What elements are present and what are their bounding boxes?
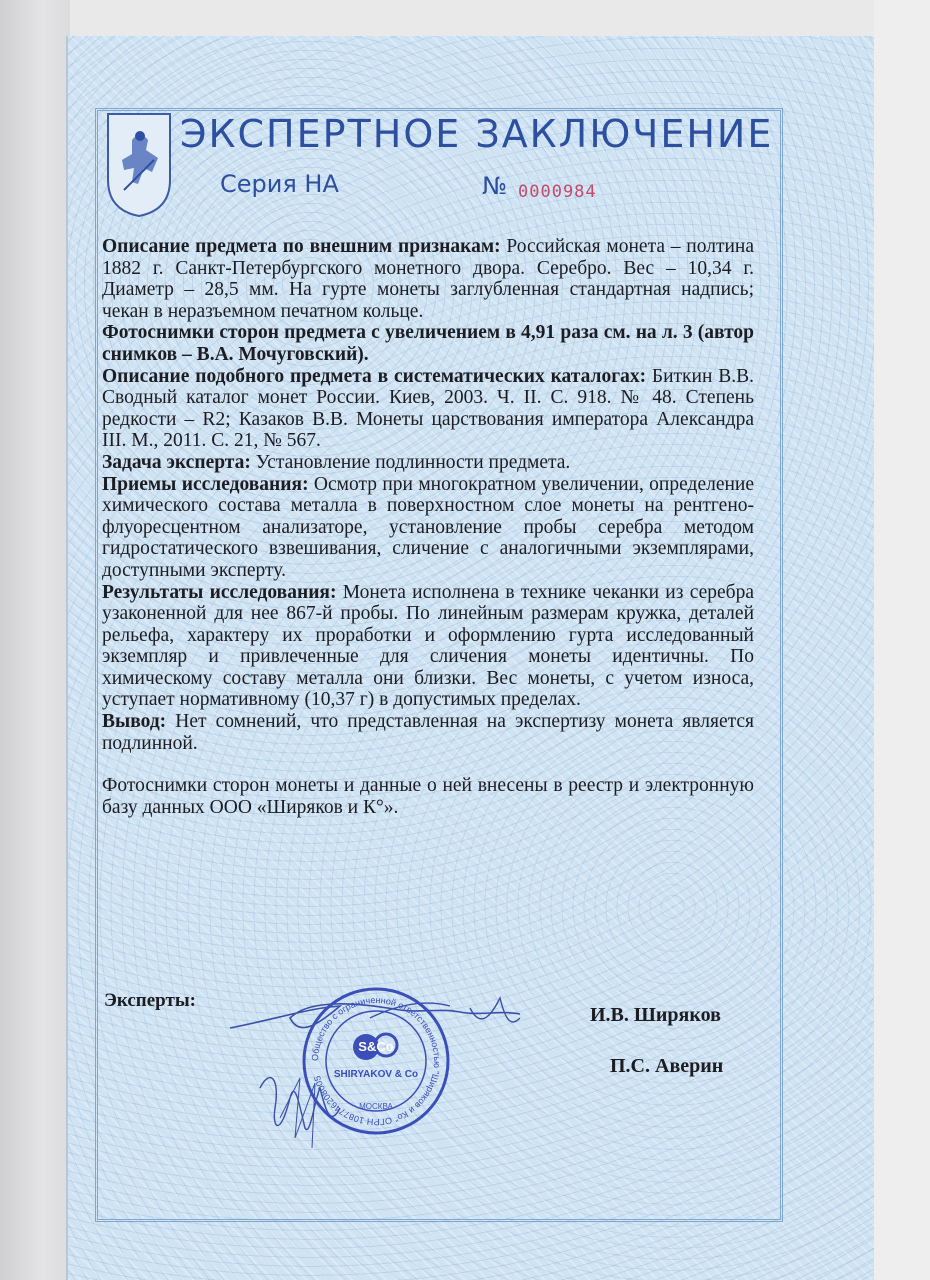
scan-margin xyxy=(874,0,930,1280)
stamp-logo: S&Co xyxy=(358,1039,394,1054)
expert-name-1: И.В. Ширяков xyxy=(590,1004,721,1026)
moscow-coat-of-arms-icon xyxy=(104,110,174,218)
experts-label: Эксперты: xyxy=(104,990,196,1011)
certificate-number: 0000984 xyxy=(518,182,597,202)
stamp-company: SHIRYAKOV & Co xyxy=(333,1069,419,1080)
section-photos: Фотоснимки сторон предмета с увеличением в 4,91 раза см. на л. 3 (автор снимков – В.А. Мочуговский). xyxy=(102,322,754,365)
section-catalogs: Описание подобного предмета в систематических каталогах: Биткин В.В. Сводный каталог монет России. Киев, 2003. Ч. II. С. 918. № 48. Степень редкости – R2; Казаков В.В. Монеты царствования императора Александра III. М., 2011. С. 21, № 567. xyxy=(102,365,754,452)
series-label: Серия НА xyxy=(220,170,339,198)
company-stamp-icon xyxy=(300,985,452,1137)
stamp-ring-text: Общество с ограниченной ответственностью "Ширяков и Ко" ОГРН 1087746208005 xyxy=(309,994,443,1128)
registry-note: Фотоснимки сторон монеты и данные о ней внесены в реестр и электронную базу данных ООО «Ширяков и К°». xyxy=(102,775,754,818)
document-title: ЭКСПЕРТНОЕ ЗАКЛЮЧЕНИЕ xyxy=(180,112,774,156)
section-results: Результаты исследования: Монета исполнена в технике чеканки из серебра узаконенной для нее 867-й пробы. По линейным размерам кружка, деталей рельефа, характеру их проработки и оформлению гурта исследованный экземпляр и привлеченные для сличения монеты идентичны. По химическому составу металла они близки. Вес монеты, с учетом износа, уступает нормативному (10,37 г) в допустимых пределах. xyxy=(102,581,754,711)
section-conclusion: Вывод: Нет сомнений, что представленная на экспертизу монета является подлинной. xyxy=(102,711,754,754)
section-description: Описание предмета по внешним признакам: Российская монета – полтина 1882 г. Санкт-Петербургского монетного двора. Серебро. Вес – 10,34 г. Диаметр – 28,5 мм. На гурте монеты заглубленная стандартная надпись; чекан в неразъемном печатном кольце. xyxy=(102,236,754,322)
section-methods: Приемы исследования: Осмотр при многократном увеличении, определение химического состава металла в поверхностном слое монеты на рентгено-флуоресцентном анализаторе, установление пробы серебра методом гидростатического взвешивания, сличение с аналогичными экземплярами, доступными эксперту. xyxy=(102,473,755,581)
number-label: № xyxy=(482,172,507,200)
stamp-city: МОСКВА xyxy=(359,1102,393,1111)
expert-name-2: П.С. Аверин xyxy=(610,1055,724,1077)
book-spine-shadow xyxy=(0,0,70,1280)
section-task: Задача эксперта: Установление подлинности предмета. xyxy=(102,451,571,473)
certificate-body xyxy=(102,236,754,818)
